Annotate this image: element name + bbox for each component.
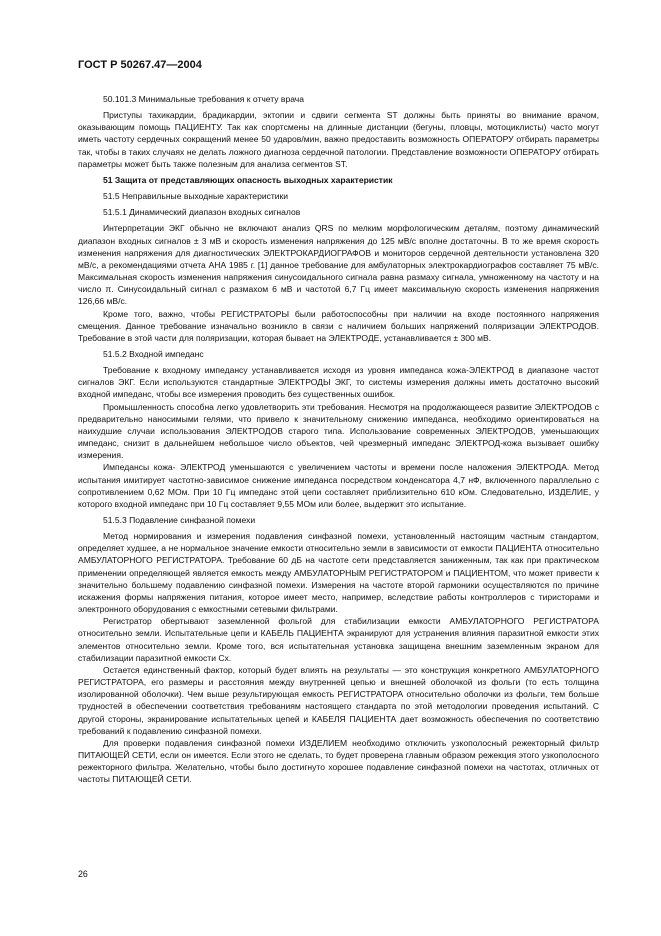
section-heading-51-5-1: 51.5.1 Динамический диапазон входных сигналов — [103, 207, 301, 218]
clause-heading-51: 51 Защита от представляющих опасность выходных характеристик — [103, 174, 393, 185]
paragraph: Остается единственный фактор, который будет влиять на результаты — это конструкция конкретного АМБУЛАТОРНОГО РЕГИСТРАТОРА, его размеры и расстояния между внутренней цепью и внешней оболочкой из фольги (то есть толщина изолированной оболочки). Чем выше результирующая емкость РЕГИСТРАТОРА относительно оболочки из фольги, тем больше трудностей в обеспечении соответствия требованиям настоящего стандарта по этой методологии проведения испытаний. С другой стороны, экранирование испытательных цепей и КАБЕЛЯ ПАЦИЕНТА дает возможность обеспечения по соответствию требований к подавлению синфазной помехи. — [78, 664, 599, 736]
page-content — [78, 93, 599, 785]
paragraph: Приступы тахикардии, брадикардии, эктопии и сдвиги сегмента ST должны быть приняты во внимание врачом, оказывающим помощь ПАЦИЕНТУ. Так как спортсмены на длинные дистанции (бегуны, пловцы, мотоциклисты) часто могут иметь частоту сердечных сокращений менее 50 ударов/мин, важно предоставить возможность ОПЕРАТОРУ отбирать параметры так, чтобы в таких случаях не делать ложного диагноза сердечной патологии. Представление возможности ОПЕРАТОРУ отбирать параметры может быть также полезным для анализа сегментов ST. — [78, 110, 599, 169]
paragraph: Для проверки подавления синфазной помехи ИЗДЕЛИЕМ необходимо отключить узкополосный режекторный фильтр ПИТАЮЩЕЙ СЕТИ, если он имеется. Если этого не сделать, то будет проверена главным образом режекция этого узкополосного режекторного фильтра. Желательно, чтобы было достигнуто хорошее подавление синфазной помехи на частотах, отличных от частоты ПИТАЮЩЕЙ СЕТИ. — [78, 737, 599, 785]
paragraph: Метод нормирования и измерения подавления синфазной помехи, установленный настоящим частным стандартом, определяет худшее, а не нормальное значение емкости относительно земли в зависимости от емкости ПАЦИЕНТА относительно АМБУЛАТОРНОГО РЕГИСТРАТОРА. Требование 60 дБ на частоте сети представляется заниженным, так как при практическом применении определяющей является емкость между АМБУЛАТОРНЫМ РЕГИСТРАТОРОМ и ПАЦИЕНТОМ, что может привести к значительно большему подавлению синфазной помехи. Измерения на частоте второй гармоники осуществляются по причине искажения формы напряжения питания, которое имеет место, например, вследствие работы контроллеров с тиристорами и электронного оборудования с емкостными сетевыми фильтрами. — [78, 531, 599, 615]
document-header: ГОСТ Р 50267.47—2004 — [78, 59, 202, 71]
section-heading-50-101-3: 50.101.3 Минимальные требования к отчету врача — [103, 94, 305, 104]
page-number: 26 — [78, 869, 88, 879]
paragraph: Интерпретации ЭКГ обычно не включают анализ QRS по мелким морфологическим деталям, поэтому динамический диапазон входных сигналов ± 3 мВ и скорость изменения напряжения до 125 мВ/с вполне достаточны. В то же время скорость изменения напряжения для диагностических ЭЛЕКТРОКАРДИОГРАФОВ и мониторов сердечной деятельности установлена 320 мВ/с, а рекомендациями отчета АНА 1985 г. [1] данное требование для амбулаторных электрокардиографов составляет 75 мВ/с. Максимальная скорость изменения напряжения синусоидального сигнала равна размаху сигнала, умноженному на частоту и на число π. Синусоидальный сигнал с размахом 6 мВ и частотой 6,7 Гц имеет максимальную скорость изменения напряжения 126,66 мВ/с. — [78, 223, 599, 307]
paragraph: Кроме того, важно, чтобы РЕГИСТРАТОРЫ были работоспособны при наличии на входе постоянного напряжения смещения. Данное требование изначально возникло в связи с наличием больших напряжений поляризации ЭЛЕКТРОДОВ. Требование в этой части для поляризации, которая бывает на ЭЛЕКТРОДЕ, устанавливается ± 300 мВ. — [78, 308, 599, 343]
section-heading-51-5-2: 51.5.2 Входной импеданс — [103, 348, 204, 359]
paragraph: Требование к входному импедансу устанавливается исходя из уровня импеданса кожа-ЭЛЕКТРОД в диапазоне частот сигналов ЭКГ. Если используются стандартные ЭЛЕКТРОДЫ ЭКГ, то системы измерения должны иметь достаточно высокий входной импеданс, чтобы все измерения проводить без существенных ошибок. — [78, 365, 599, 400]
section-heading-51-5: 51.5 Неправильные выходные характеристики — [103, 191, 289, 202]
paragraph: Импедансы кожа- ЭЛЕКТРОД уменьшаются с увеличением частоты и времени после наложения ЭЛЕКТРОДА. Метод испытания имитирует частотно-зависимое снижение импеданса посредством конденсатора 4,7 нФ, включенного параллельно с сопротивлением 0,62 МОм. При 10 Гц импеданс этой цепи составляет приблизительно 610 кОм. Следовательно, ИЗДЕЛИЕ, у которого входной импеданс при 10 Гц составляет 9,55 МОм или более, выдержит это испытание. — [78, 462, 599, 509]
paragraph: Промышленность способна легко удовлетворить эти требования. Несмотря на продолжающееся развитие ЭЛЕКТРОДОВ с предварительно наносимыми гелями, что привело к значительному снижению импеданса, необходимо ориентироваться на наихудшие случаи использования ЭЛЕКТРОДОВ старого типа. Использование современных ЭЛЕКТРОДОВ, уменьшающих импеданс, снизит в дальнейшем небольшое число объектов, чей чрезмерный импеданс ЭЛЕКТРОД-кожа вызывает ошибку измерения. — [78, 401, 599, 461]
section-heading-51-5-3: 51.5.3 Подавление синфазной помехи — [103, 515, 256, 525]
paragraph: Регистратор обертывают заземленной фольгой для стабилизации емкости АМБУЛАТОРНОГО РЕГИСТРАТОРА относительно земли. Испытательные цепи и КАБЕЛЬ ПАЦИЕНТА экранируют для устранения влияния паразитной емкости этих элементов относительно земли. Кроме того, вся испытательная установка защищена внешним заземленным экраном для стабилизации паразитной емкости Cx. — [78, 616, 599, 663]
